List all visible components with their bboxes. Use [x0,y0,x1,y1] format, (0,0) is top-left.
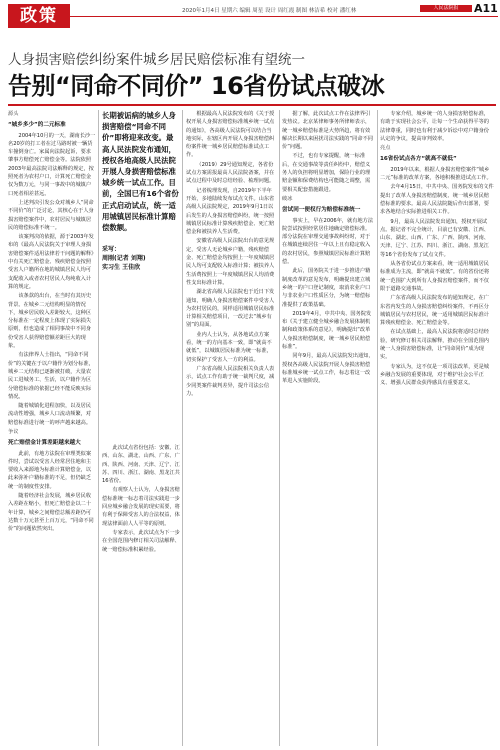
paragraph: 此后，国务院关于进一步推进户籍制度改革的意见发布，明确提出建立城乡统一的户口登记制度，取消农业户口与非农业户口性质区分，为统一赔偿标准提供了政策基础。 [282,268,371,308]
paragraph: 2019年4月，中共中央、国务院发布《关于建立健全城乡融合发展体制机制和政策体系的意见》，明确提出“改革人身损害赔偿制度，统一城乡居民赔偿标准”。 [282,310,372,351]
page-number: A11 [474,2,498,15]
paragraph: 同年9月，最高人民法院发出通知，授权各高级人民法院开展人身损害赔偿标准城乡统一试点工作，标志着这一改革进入实施阶段。 [282,353,374,385]
section-label: 争议 [8,428,19,435]
paragraph: 随着城镇化进程加快，以及居民流动性增强，城乡人口流动频繁，对赔偿标准进行统一的呼声越来越高。 [8,403,92,426]
paragraph: 从各省份试点方案来看，统一适用城镇居民标准成为主流，即“就高不就低”。有的省份还将统一范围扩大到所有人身损害赔偿案件，而不仅限于道路交通事故。 [380,261,490,292]
section-label: 破冰 [282,195,293,202]
paragraph: （2019）29号通知规定，各省份试点方案需报最高人民法院备案，并在试点过程中及时总结经验、梳理问题。 [186,161,275,185]
column-divider [182,110,183,746]
byline: 采写： 周刚(记者 刘翔) 实习生 王佳欣 [102,246,146,272]
subheading: 尝试同一便权行为赔偿标准统一 [282,207,361,214]
column-5 [380,110,494,746]
paragraph: 湖北省高级人民法院也于近日下发通知，明确人身损害赔偿案件中受害人为农村居民的，同样适用城镇居民标准计算相关赔偿项目，一改过去“城乡有别”的局面。 [186,289,275,329]
paragraph: 在试点基础上，最高人民法院将适时总结经验，研究修订相关司法解释，推动在全国范围内统一人身损害赔偿标准，让“同命同价”成为现实。 [380,329,489,361]
article-kicker: 人身损害赔偿纠纷案件城乡居民赔偿标准有望统一 [8,52,305,68]
column-2 [102,444,180,746]
paragraph: 记者梳理发现，自2019年下半年开始，多地陆续发布试点文件。山东省高级人民法院规定，2019年9月1日以后发生的人身损害赔偿纠纷，统一按照城镇居民标准计算残疾赔偿金、死亡赔偿金和被扶养人生活费。 [186,187,275,236]
header-rule [70,16,498,17]
paragraph: 此次试点省份包括：安徽、江西、山东、湖北、山西、广东、广西、陕西、河南、天津、辽宁、江苏、四川、浙江、湖南、黑龙江共16省份。 [102,445,180,485]
subheading: 16省份试点各方“就高不就低” [380,156,457,163]
paragraph: 业内人士认为，从各地试点方案看，统一的方向基本一致，即“就高不就低”，以城镇居民标准为统一标准，切实保护了受害人一方的利益。 [186,331,272,363]
column-4 [282,110,374,746]
paragraph: 安徽省高级人民法院出台的意见规定，受害人无论城乡户籍，残疾赔偿金、死亡赔偿金均按照上一年度城镇居民人均可支配收入标准计算；被扶养人生活费按照上一年度城镇居民人均消费性支出标准计算。 [186,238,275,286]
paragraph: 上述判决引发公众对城乡人“同命不同价”的广泛讨论，其核心在于人身损害赔偿案件中，农村居民与城镇居民的赔偿标准不统一。 [8,199,94,231]
paragraph: 专家表示，此次试点为下一步在全国范围内修订相关司法解释、统一赔偿标准积累经验。 [102,529,180,553]
date-line: 2020年1月4日 星期六 编辑 周星 设计 周红霞 制图 林洁希 校对 潘红林 [182,8,357,14]
column-divider [98,110,99,746]
paragraph: 该案判决的依据，源于2003年发布的《最高人民法院关于审理人身损害赔偿案件适用法律若干问题的解释》中有关死亡赔偿金、残疾赔偿金按照受害人户籍所在地的城镇居民人均可支配收入或者农村居民人均纯收入计算的规定。 [8,234,94,290]
subheading: “城乡多少”的二元标准 [8,122,66,129]
column-3 [186,110,276,746]
paragraph: 该条款的出台，在当时有其历史背景。在城乡二元结构明显的情况下，城乡居民收入差距较大，这种区分标准在一定程度上体现了实际损失原则，但也造成了相同事故中不同身份受害人获得赔偿额差距巨大的现象。 [8,293,92,350]
paragraph: 广东省高级人民法院发布的通知规定，在广东省内发生的人身损害赔偿纠纷案件，不再区分城镇居民与农村居民，统一适用城镇居民标准计算残疾赔偿金、死亡赔偿金等。 [380,295,489,327]
pull-quote [102,110,180,272]
paragraph: 不过，也有专家提醒，统一标准后，在交通事故等责任纠纷中，赔偿义务人的负担将明显增加，保险行业的理赔金额和保费结构也可能随之调整，需要相关配套措施跟进。 [282,153,371,193]
headline-rule [8,104,496,106]
section-label: 源头 [8,111,19,117]
paragraph: 广东省高级人民法院相关负责人表示，试点工作有助于统一裁判尺度，减少同类案件裁判差异，提升司法公信力。 [186,365,275,397]
paragraph: 此前，有地方法院在审理类似案件时，尝试以受害人经常居住地和主要收入来源地为标准计算赔偿金，以此来弥补户籍标准的不足，但仍缺乏统一的制度性安排。 [8,450,92,490]
section-tag: 政策 [8,4,70,28]
masthead [0,0,500,36]
column-divider [377,110,378,746]
paragraph: 2004年10月的一天，湖南长沙一名20岁的打工者在过马路时被一辆货车撞倒身亡。家属向法院起诉，要求肇事方赔偿死亡赔偿金等。法院依照2003年最高法院司法解释的规定，按照死者为农村户口，计算死亡赔偿金仅为数万元，与同一事故中的城镇户口死者相差甚远。 [8,132,96,197]
pull-quote-text: 长期被诟病的城乡人身损害赔偿“同命不同价”即将迎来改变。最高人民法院发布通知，授权各地高级人民法院开展人身损害赔偿标准城乡统一试点工作。目前，全国已有16个省份正式启动试点，统一适用城镇居民标准计算赔偿数额。 [102,111,179,233]
paragraph: 根据最高人民法院发布的《关于授权开展人身损害赔偿标准城乡统一试点的通知》，各高级人民法院可以结合当地实际，在辖区内开展人身损害赔偿纠纷案件统一城乡居民赔偿标准试点工作。 [186,111,275,159]
paragraph: 专家认为，这不仅是一项司法改革，更是城乡融合发展的重要体现，对于维护社会公平正义、增强人民群众获得感具有重要意义。 [380,363,489,387]
paragraph: 有法律界人士指出，“同命不同价”的关键在于以户籍作为划分标准，城乡二元结构已逐渐被打破，大量农民工进城务工、生活，以户籍作为区分赔偿标准的依据已经不能反映实际情况。 [8,352,94,400]
section-label: 亮点 [380,145,391,152]
brand-strip: 人民法院报 [420,5,472,12]
column-1 [8,110,96,746]
paragraph: 随着经济社会发展，城乡居民收入差距在缩小，但死亡赔偿金以二十年计算，城乡之间赔偿总额差距仍可达数十万元甚至上百万元，“同命不同价”的问题依然突出。 [8,493,94,533]
paragraph: 有观察人士认为，人身损害赔偿标准统一标志着司法实践进一步回应城乡融合发展的现实需要，将有利于保障受害人的合法权益，体现法律面前人人平等的原则。 [102,487,180,527]
paragraph: 专家介绍，城乡统一的人身损害赔偿标准，有助于实现社会公平，让每一个生命获得平等的法律尊重，同时也有利于减少诉讼中对户籍身份认定的争议，提高审判效率。 [380,111,489,142]
paragraph: 9月，最高人民法院发出通知，授权开展试点。据记者不完全统计，目前已有安徽、江西、山东、湖北、山西、广东、广西、陕西、河南、天津、辽宁、江苏、四川、浙江、湖南、黑龙江等16个省份发布了试点文件。 [380,218,489,258]
paragraph: 2019年以来，根据人身损害赔偿案件“城乡二元”标准的改革方案，各地积极推进试点工作。 [380,166,492,182]
paragraph: 事实上，早在2006年，就有地方法院尝试按照经常居住地确定赔偿标准。部分法院在审理交通事故纠纷时，对于在城镇连续居住一年以上且有稳定收入的农村居民，参照城镇居民标准计算赔偿。 [282,217,374,266]
paragraph: 据了解，此次试点工作在法律界引发热议。北京某律师事务所律师表示，统一城乡赔偿标准是大势所趋，将有效解决长期以来困扰司法实践的“同命不同价”问题。 [282,111,373,151]
subheading: 死亡赔偿金计算差距越来越大 [8,440,81,447]
article-headline: 告别“同命不同价” 16省份试点破冰 [8,72,385,100]
column-divider [279,110,280,746]
paragraph: 去年4月15日，中共中央、国务院发布的文件提出了改革人身损害赔偿制度、统一城乡居民赔偿标准的要求。最高人民法院随后作出部署，要求各地结合实际推进相关工作。 [380,184,494,216]
